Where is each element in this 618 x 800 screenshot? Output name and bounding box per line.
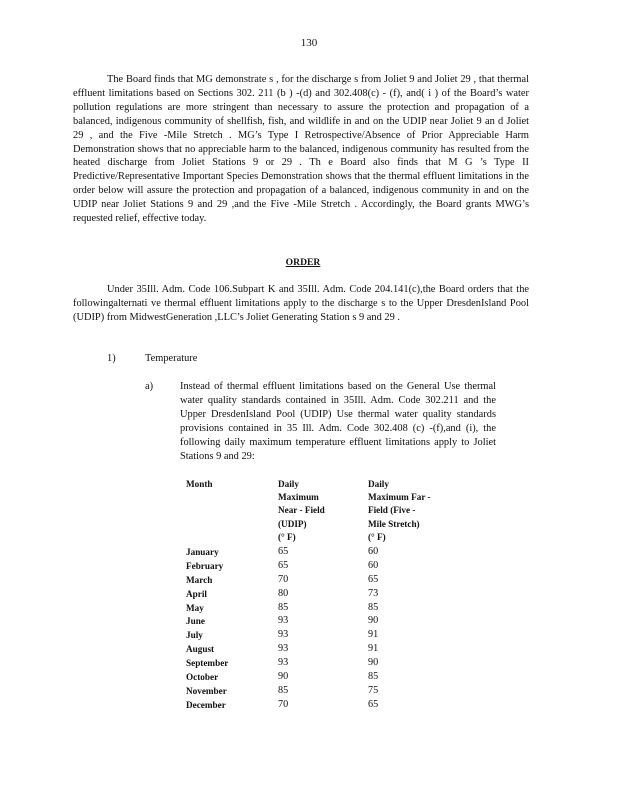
near-field-cell: 65 bbox=[278, 559, 289, 571]
month-cell: November bbox=[186, 685, 227, 696]
month-cell: December bbox=[186, 699, 226, 710]
order-heading bbox=[0, 256, 618, 270]
subitem-number: a) bbox=[145, 381, 154, 392]
table-row bbox=[186, 544, 460, 560]
month-cell: October bbox=[186, 672, 219, 683]
table-row bbox=[186, 615, 460, 629]
far-field-cell: 85 bbox=[368, 601, 379, 613]
header-line: Mile Stretch) bbox=[368, 518, 420, 529]
header-line: (° F) bbox=[278, 531, 296, 542]
far-field-cell: 60 bbox=[368, 559, 379, 571]
far-field-column-header bbox=[368, 478, 460, 544]
far-field-cell: 73 bbox=[368, 587, 379, 599]
header-line: Field (Five - bbox=[368, 505, 416, 516]
findings-paragraph bbox=[73, 73, 529, 226]
table-row bbox=[186, 629, 460, 643]
month-cell: June bbox=[186, 616, 205, 627]
header-line: Maximum bbox=[278, 492, 319, 503]
table-row bbox=[186, 657, 460, 671]
month-cell: February bbox=[186, 560, 224, 571]
near-field-cell: 93 bbox=[278, 615, 289, 627]
far-field-cell: 90 bbox=[368, 657, 379, 669]
order-paragraph bbox=[73, 283, 529, 325]
near-field-cell: 93 bbox=[278, 629, 289, 641]
near-field-cell: 85 bbox=[278, 601, 289, 613]
far-field-cell: 85 bbox=[368, 671, 379, 683]
table-header-row bbox=[186, 478, 460, 544]
near-field-cell: 70 bbox=[278, 698, 289, 710]
near-field-cell: 93 bbox=[278, 657, 289, 669]
findings-text: The Board finds that MG demonstrate s , for the discharge s from Joliet 9 and Joliet 29 , that thermal effluent limitations based on Sections 302. 211 (b ) -(d) and 302.408(c) - (f), and( i ) of the Board’s water pollution regulations are more stringent than necessary to assure the protection and propagation of a balanced, indigenous community of shellfish, fish, and wildlife in and on the UDIP near Joliet 9 an d Joliet 29 , and the Five -Mile Stretch . MG’s Type I Retrospective/Absence of Prior Appreciable Harm Demonstration shows that no appreciable harm to the balanced, indigenous community has resulted from the heated discharge from Joliet Stations 9 or 29 . Th e Board also finds that M G ’s Type II Predictive/Representative Important Species Demonstration shows that the thermal effluent limitations in the order below will assure the protection and propagation of a balanced, indigenous community in and on the UDIP near Joliet Stations 9 and 29 ,and the Five -Mile Stretch . Accordingly, the Board grants MWG’s requested relief, effective today. bbox=[73, 74, 529, 225]
near-field-cell: 93 bbox=[278, 643, 289, 655]
table-row bbox=[186, 685, 460, 699]
near-field-cell: 85 bbox=[278, 684, 289, 696]
month-cell: January bbox=[186, 547, 219, 558]
order-text: Under 35Ill. Adm. Code 106.Subpart K and 35Ill. Adm. Code 204.141(c),the Board orders that the followingalternati ve thermal effluent limitations apply to the discharge s to the Upper DresdenIsland Pool (UDIP) from MidwestGeneration ,LLC’s Joliet Generating Station s 9 and 29 . bbox=[73, 284, 529, 323]
table-row bbox=[186, 671, 460, 685]
page-number: 130 bbox=[300, 37, 318, 49]
month-column-header: Month bbox=[186, 479, 213, 489]
table-row bbox=[186, 588, 460, 602]
table-row bbox=[186, 574, 460, 588]
table-row bbox=[186, 560, 460, 574]
temperature-limits-table bbox=[186, 478, 460, 713]
header-line: Daily bbox=[368, 479, 389, 489]
near-field-column-header bbox=[278, 478, 368, 544]
month-cell: May bbox=[186, 602, 204, 613]
month-cell: September bbox=[186, 658, 229, 669]
table-row bbox=[186, 602, 460, 616]
near-field-cell: 90 bbox=[278, 671, 289, 683]
header-line: Maximum Far - bbox=[368, 492, 431, 503]
table-row bbox=[186, 699, 460, 713]
month-cell: July bbox=[186, 630, 203, 641]
near-field-cell: 80 bbox=[278, 587, 289, 599]
table-row bbox=[186, 643, 460, 657]
far-field-cell: 90 bbox=[368, 615, 379, 627]
far-field-cell: 75 bbox=[368, 684, 379, 696]
month-cell: March bbox=[186, 574, 213, 585]
header-line: Near - Field bbox=[278, 505, 325, 516]
header-line: Daily bbox=[278, 479, 299, 489]
month-cell: April bbox=[186, 588, 207, 599]
item-number: 1) bbox=[107, 353, 116, 364]
far-field-cell: 60 bbox=[368, 546, 379, 558]
far-field-cell: 65 bbox=[368, 573, 379, 585]
near-field-cell: 70 bbox=[278, 573, 289, 585]
far-field-cell: 91 bbox=[368, 643, 379, 655]
header-line: (UDIP) bbox=[278, 518, 307, 529]
subitem-text: Instead of thermal effluent limitations based on the General Use thermal water quality standards contained in 35Ill. Adm. Code 302.211 and the Upper DresdenIsland Pool (UDIP) Use thermal water quality standards provisions contained in 35 Ill. Adm. Code 302.408 (c) -(f),and (i), the following daily maximum temperature effluent limitations apply to Joliet Stations 9 and 29: bbox=[180, 381, 496, 462]
month-cell: August bbox=[186, 644, 215, 655]
far-field-cell: 91 bbox=[368, 629, 379, 641]
item-label: Temperature bbox=[145, 353, 198, 364]
header-line: (° F) bbox=[368, 531, 386, 542]
far-field-cell: 65 bbox=[368, 698, 379, 710]
order-heading-text: ORDER bbox=[285, 257, 321, 268]
near-field-cell: 65 bbox=[278, 546, 289, 558]
